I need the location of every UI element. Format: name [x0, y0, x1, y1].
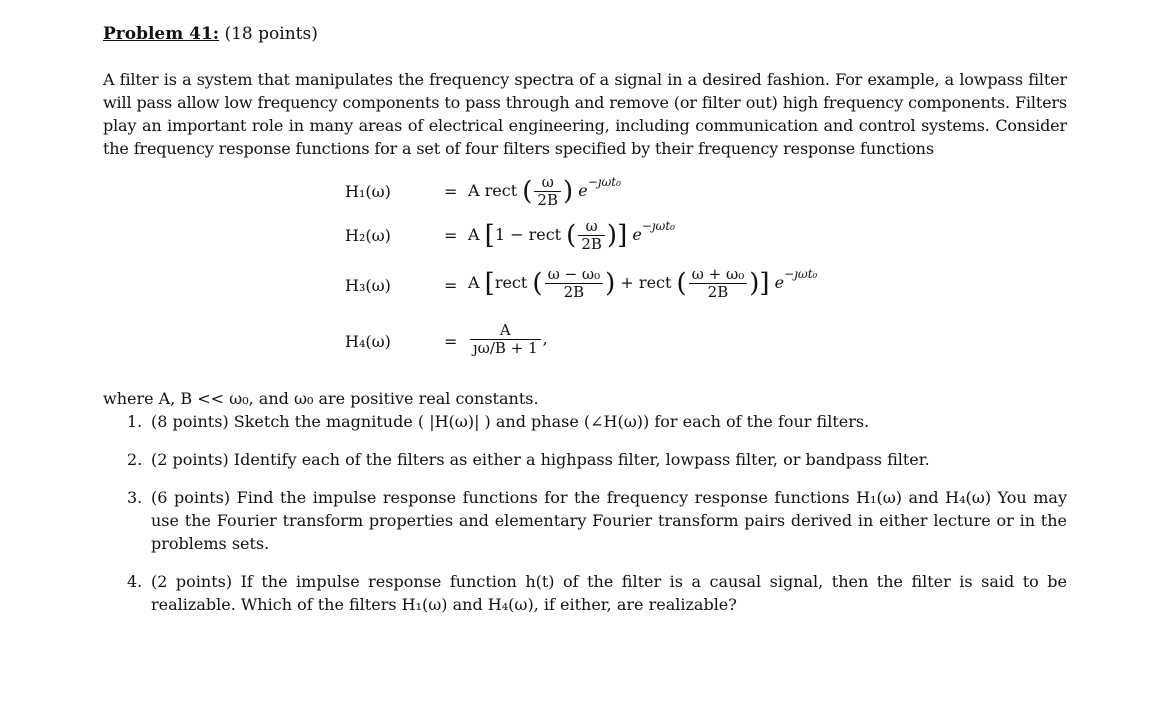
- equation-h3: [345, 264, 985, 308]
- question-number: 2.: [127, 450, 143, 469]
- h1-exp: −ȷωt₀: [587, 175, 621, 189]
- h2-lparen: (: [566, 220, 577, 251]
- intro-paragraph: A filter is a system that manipulates the frequency spectra of a signal in a desired fashion. For example, a lowpass filter will pass allow low frequency components to pass through and remove (or filter out) high frequency components. Filters play an important role in many areas of electrical engineering, including communication and control systems. Consider the frequency response functions for a set of four filters specified by their frequency response functions: [103, 70, 1067, 158]
- equation-h1: [345, 174, 945, 214]
- question-item: [103, 410, 1067, 433]
- h2-lbracket: [: [484, 220, 495, 251]
- h3-lparen2: (: [676, 268, 687, 299]
- h4-lhs: H₄(ω): [345, 332, 391, 351]
- h4-equals: =: [444, 332, 458, 351]
- h1-e: e: [578, 181, 588, 200]
- h2-coef: A: [468, 225, 480, 244]
- h2-one-minus-rect: 1 − rect: [494, 225, 562, 244]
- equation-block: [103, 170, 1067, 380]
- h3-fraction2: [689, 266, 748, 301]
- h2-rparen: ): [606, 220, 618, 251]
- h3-rparen1: ): [605, 268, 616, 299]
- h3-plus-rect: + rect: [620, 273, 672, 292]
- problem-heading: [103, 22, 1067, 46]
- question-list: [103, 410, 1067, 616]
- problem-points: (18 points): [224, 24, 318, 44]
- h3-den2: 2B: [689, 283, 748, 301]
- h2-exp: −ȷωt₀: [641, 219, 675, 233]
- h3-lhs: H₃(ω): [345, 276, 391, 295]
- question-text: (8 points) Sketch the magnitude ( |H(ω)| ) and phase (∠H(ω)) for each of the four filters.: [151, 412, 870, 431]
- h2-equals: =: [444, 226, 458, 245]
- question-text: (6 points) Find the impulse response functions for the frequency response functions H₁(ω) and H₄(ω) You may use the Fourier transform properties and elementary Fourier transform pairs derived in either lecture or in the problems sets.: [151, 488, 1067, 553]
- question-number: 1.: [127, 412, 143, 431]
- h3-num1: ω − ω₀: [547, 265, 601, 283]
- question-number: 3.: [127, 488, 143, 507]
- h2-fraction: [578, 218, 605, 253]
- h2-num: ω: [585, 217, 598, 235]
- h3-num2: ω + ω₀: [691, 265, 745, 283]
- problem-title: Problem 41:: [103, 24, 220, 44]
- h4-num: A: [499, 321, 511, 339]
- h3-den1: 2B: [545, 283, 604, 301]
- h4-den: ȷω/B + 1: [470, 339, 541, 357]
- h1-lparen: (: [522, 176, 533, 207]
- h3-rparen2: ): [749, 268, 760, 299]
- h1-coef: A rect: [468, 181, 518, 200]
- h3-coef: A: [468, 273, 480, 292]
- h2-rbracket: ]: [617, 220, 628, 251]
- h2-den: 2B: [578, 235, 605, 253]
- h2-lhs: H₂(ω): [345, 226, 391, 245]
- h4-fraction: [470, 322, 541, 357]
- question-item: [103, 486, 1067, 555]
- h3-rect1: rect: [494, 273, 528, 292]
- question-text: (2 points) If the impulse response function h(t) of the filter is a causal signal, then the filter is said to be realizable. Which of the filters H₁(ω) and H₄(ω), if either, are realizable?: [151, 572, 1067, 614]
- h3-lbracket: [: [484, 268, 495, 299]
- h3-exp: −ȷωt₀: [784, 267, 818, 281]
- question-text: (2 points) Identify each of the filters as either a highpass filter, lowpass filter, or bandpass filter.: [151, 450, 930, 469]
- h3-e: e: [774, 273, 785, 292]
- h1-num: ω: [541, 173, 554, 191]
- h1-fraction: [534, 174, 561, 209]
- question-item: [103, 448, 1067, 471]
- h1-equals: =: [444, 182, 458, 201]
- h3-lparen1: (: [532, 268, 543, 299]
- equation-h4: H₄(ω) = $\frac{A}{ȷ\omega/B + 1}$ ,: [345, 321, 548, 357]
- where-clause: where A, B << ω₀, and ω₀ are positive real constants.: [103, 389, 539, 408]
- h1-rparen: ): [562, 176, 574, 207]
- h2-e: e: [632, 225, 642, 244]
- h3-equals: =: [444, 276, 458, 295]
- question-item: [103, 570, 1067, 616]
- h1-lhs: H₁(ω): [345, 182, 391, 201]
- h3-fraction1: [545, 266, 604, 301]
- h1-den: 2B: [534, 191, 561, 209]
- h3-rbracket: ]: [759, 268, 770, 299]
- question-number: 4.: [127, 572, 143, 591]
- equation-h2: [345, 218, 945, 258]
